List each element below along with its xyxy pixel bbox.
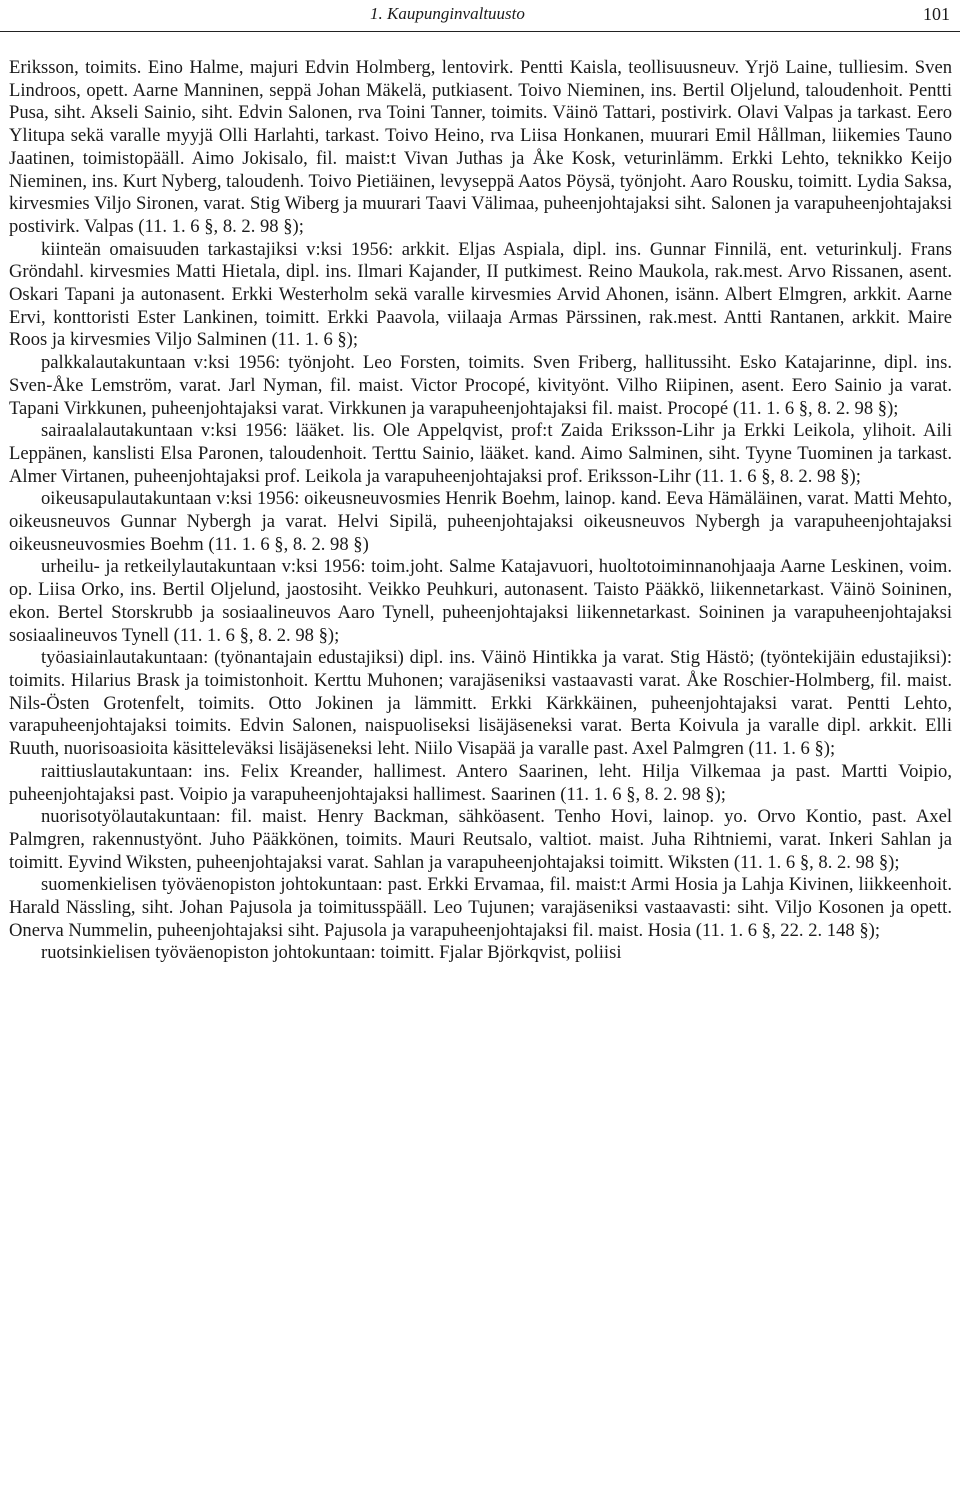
paragraph-oikeusapulautakunta: oikeusapulautakuntaan v:ksi 1956: oikeusneuvosmies Henrik Boehm, lainop. kand. Eeva Hämäläinen, varat. Matti Mehto, oikeusneuvos Gunnar Nybergh ja varat. Helvi Sipilä, puheenjohtajaksi oikeusneuvos Nybergh ja varapuheenjohtajaksi oikeusneuvosmies Boehm (11. 1. 6 §, 8. 2. 98 §) [9, 488, 952, 555]
paragraph-ruotsinkielinen-tyovaenopisto: ruotsinkielisen työväenopiston johtokuntaan: toimitt. Fjalar Björkqvist, poliisi [41, 942, 622, 964]
paragraph-urheilulautakunta: urheilu- ja retkeilylautakuntaan v:ksi 1956: toim.joht. Salme Katajavuori, huoltotoiminnanohjaaja Aarne Leskinen, voim. op. Liisa Orko, ins. Bertil Oljelund, jaostosiht. Veikko Peuhkuri, autonasent. Taisto Pääkkö, liikennetarkast. Väinö Soininen, ekon. Bertel Storskrubb ja sosiaalineuvos Aaro Tynell, puheenjohtajaksi liikennetarkast. Soininen ja varapuheenjohtajaksi sosiaalineuvos Tynell (11. 1. 6 §, 8. 2. 98 §); [9, 556, 952, 646]
paragraph-kiinteistotarkastajat: kiinteän omaisuuden tarkastajiksi v:ksi 1956: arkkit. Eljas Aspiala, dipl. ins. Gunnar Finnilä, ent. veturinkulj. Frans Gröndahl. kirvesmies Matti Hietala, dipl. ins. Ilmari Kajander, II putkimest. Reino Maukola, rak.mest. Arvo Rissanen, asent. Oskari Tapani ja autonasent. Erkki Westerholm sekä varalle kirvesmies Arvid Ahonen, isänn. Albert Elmgren, arkkit. Aarne Ervi, konttoristi Ester Lankinen, toimitt. Erkki Paavola, viilaaja Armas Pärssinen, rak.mest. Antti Rantanen, arkkit. Maire Roos ja kirvesmies Viljo Salminen (11. 1. 6 §); [9, 238, 952, 351]
page-number: 101 [923, 4, 950, 24]
paragraph-suomenkielinen-tyovaenopisto: suomenkielisen työväenopiston johtokuntaan: past. Erkki Ervamaa, fil. maist:t Armi Hosia ja Lahja Kivinen, liikkeenhoit. Harald Nässling, siht. Johan Pajusola ja toimitusspääll. Leo Tujunen; varajäseniksi vastaavasti: siht. Viljo Kosonen ja opett. Onerva Nummelin, puheenjohtajaksi siht. Pajusola ja varapuheenjohtajaksi fil. maist. Hosia (11. 1. 6 §, 22. 2. 148 §); [9, 874, 952, 941]
paragraph-nuorisotyolautakunta: nuorisotyölautakuntaan: fil. maist. Henry Backman, sähköasent. Tenho Hovi, lainop. yo. Orvo Kontio, past. Axel Palmgren, rakennustyönt. Juho Pääkkönen, toimits. Mauri Reutsalo, valtiot. maist. Juha Rihtniemi, varat. Inkeri Sahlan ja toimitt. Eyvind Wiksten, puheenjohtajaksi varat. Sahlan ja varapuheenjohtajaksi toimitt. Wiksten (11. 1. 6 §, 8. 2. 98 §); [9, 806, 952, 873]
paragraph-sairaalalautakunta: sairaalalautakuntaan v:ksi 1956: lääket. lis. Ole Appelqvist, prof:t Zaida Eriksson-Lihr ja Erkki Leikola, ylihoit. Aili Leppänen, kanslisti Elsa Paronen, taloudenhoit. Terttu Sainio, lääket. kand. Aimo Salminen, siht. Tyyne Tuominen ja tarkast. Almer Virtanen, puheenjohtajaksi prof. Leikola ja varapuheenjohtajaksi prof. Eriksson-Lihr (11. 1. 6 §, 8. 2. 98 §); [9, 420, 952, 487]
body-text [9, 57, 952, 965]
paragraph-tyoasiainlautakunta: työasiainlautakuntaan: (työnantajain edustajiksi) dipl. ins. Väinö Hintikka ja varat. Stig Hästö; (työntekijäin edustajiksi): toimits. Hilarius Brask ja toimistonhoit. Kerttu Muhonen; varajäseniksi vastaavasti varat. Åke Roschier-Holmberg, fil. maist. Nils-Östen Grotenfelt, toimits. Otto Jokinen ja lämmitt. Erkki Kärkkäinen, puheenjohtajaksi varat. Pentti Lehto, varapuheenjohtajaksi toimits. Edvin Salonen, naispuoliseksi lisäjäseneksi varat. Berta Koivula ja varalle dipl. arkkit. Elli Ruuth, nuorisoasioita käsitteleväksi lisäjäseneksi leht. Niilo Visapää ja varalle past. Axel Palmgren (11. 1. 6 §); [9, 647, 952, 760]
running-title: 1. Kaupunginvaltuusto [370, 4, 525, 23]
running-header [0, 4, 960, 28]
paragraph-continuation: Eriksson, toimits. Eino Halme, majuri Edvin Holmberg, lentovirk. Pentti Kaisla, teollisuusneuv. Yrjö Laine, tulliesim. Sven Lindroos, opett. Aarne Manninen, seppä Johan Mäkelä, putkiasent. Toivo Nieminen, ins. Bertil Oljelund, taloudenhoit. Pentti Pusa, siht. Akseli Sainio, siht. Edvin Salonen, rva Toini Tanner, toimits. Väinö Tattari, postivirk. Olavi Valpas ja tarkast. Eero Ylitupa sekä varalle myyjä Olli Harlahti, tarkast. Toivo Heino, rva Liisa Honkanen, muurari Emil Hållman, liikemies Tauno Jaatinen, toimistopääll. Aimo Jokisalo, fil. maist:t Vivan Juthas ja Åke Kosk, veturinlämm. Erkki Lehto, teknikko Keijo Nieminen, ins. Kurt Nyberg, taloudenh. Toivo Pietiäinen, levyseppä Aatos Pöysä, työnjoht. Aaro Rousku, toimitt. Lydia Saksa, kirvesmies Viljo Sironen, varat. Stig Wiberg ja muurari Taavi Välimaa, puheenjohtajaksi siht. Salonen ja varapuheenjohtajaksi postivirk. Valpas (11. 1. 6 §, 8. 2. 98 §); [9, 57, 952, 237]
paragraph-palkkalautakunta: palkkalautakuntaan v:ksi 1956: työnjoht. Leo Forsten, toimits. Sven Friberg, hallitussiht. Esko Katajarinne, dipl. ins. Sven-Åke Lemström, varat. Jarl Nyman, fil. maist. Victor Procopé, kivityönt. Vilho Riipinen, asent. Eero Sainio ja varat. Tapani Virkkunen, puheenjohtajaksi varat. Virkkunen ja varapuheenjohtajaksi fil. maist. Procopé (11. 1. 6 §, 8. 2. 98 §); [9, 352, 952, 419]
paragraph-raittiuslautakunta: raittiuslautakuntaan: ins. Felix Kreander, hallimest. Antero Saarinen, leht. Hilja Vilkemaa ja past. Martti Voipio, puheenjohtajaksi past. Voipio ja varapuheenjohtajaksi hallimest. Saarinen (11. 1. 6 §, 8. 2. 98 §); [9, 760, 952, 805]
header-rule [0, 31, 960, 32]
